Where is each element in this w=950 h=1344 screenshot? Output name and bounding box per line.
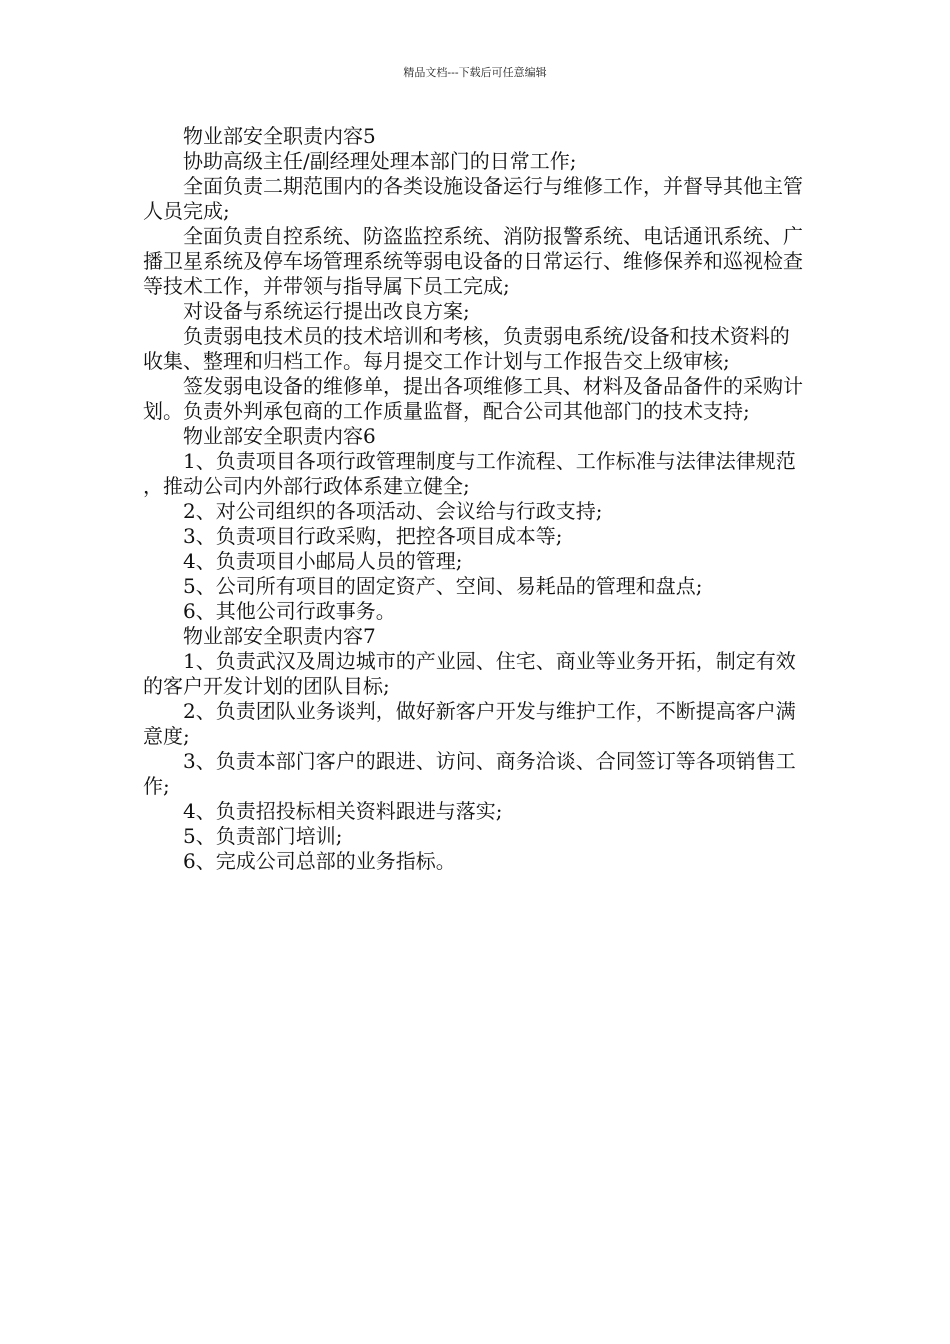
section-heading-7: 物业部安全职责内容7 (183, 624, 376, 648)
paragraph: 签发弱电设备的维修单，提出各项维修工具、材料及备品备件的采购计划。负责外判承包商的工作质量监督，配合公司其他部门的技术支持; (143, 374, 803, 423)
list-item: 5、负责部门培训; (183, 824, 343, 848)
list-item: 1、负责武汉及周边城市的产业园、住宅、商业等业务开拓，制定有效的客户开发计划的团队目标; (143, 649, 796, 698)
list-item: 3、负责项目行政采购，把控各项目成本等; (183, 524, 563, 548)
list-item: 4、负责招投标相关资料跟进与落实; (183, 799, 503, 823)
list-item: 6、其他公司行政事务。 (183, 599, 396, 623)
list-item: 5、公司所有项目的固定资产、空间、易耗品的管理和盘点; (183, 574, 703, 598)
header-note: 精品文档---下载后可任意编辑 (403, 66, 547, 79)
paragraph: 对设备与系统运行提出改良方案; (183, 299, 470, 323)
paragraph: 全面负责二期范围内的各类设施设备运行与维修工作，并督导其他主管人员完成; (143, 174, 803, 223)
paragraph: 负责弱电技术员的技术培训和考核，负责弱电系统/设备和技术资料的收集、整理和归档工作。每月提交工作计划与工作报告交上级审核; (143, 324, 790, 373)
section-heading-5: 物业部安全职责内容5 (183, 124, 376, 148)
list-item: 1、负责项目各项行政管理制度与工作流程、工作标准与法律法律规范，推动公司内外部行政体系建立健全; (143, 449, 796, 498)
list-item: 2、对公司组织的各项活动、会议给与行政支持; (183, 499, 603, 523)
list-item: 2、负责团队业务谈判，做好新客户开发与维护工作，不断提高客户满意度; (143, 699, 796, 748)
list-item: 6、完成公司总部的业务指标。 (183, 849, 456, 873)
list-item: 3、负责本部门客户的跟进、访问、商务洽谈、合同签订等各项销售工作; (143, 749, 796, 798)
document-body (143, 124, 809, 874)
paragraph: 协助高级主任/副经理处理本部门的日常工作; (183, 149, 577, 173)
section-heading-6: 物业部安全职责内容6 (183, 424, 376, 448)
list-item: 4、负责项目小邮局人员的管理; (183, 549, 463, 573)
paragraph: 全面负责自控系统、防盗监控系统、消防报警系统、电话通讯系统、广播卫星系统及停车场管理系统等弱电设备的日常运行、维修保养和巡视检查等技术工作，并带领与指导属下员工完成; (143, 224, 803, 298)
